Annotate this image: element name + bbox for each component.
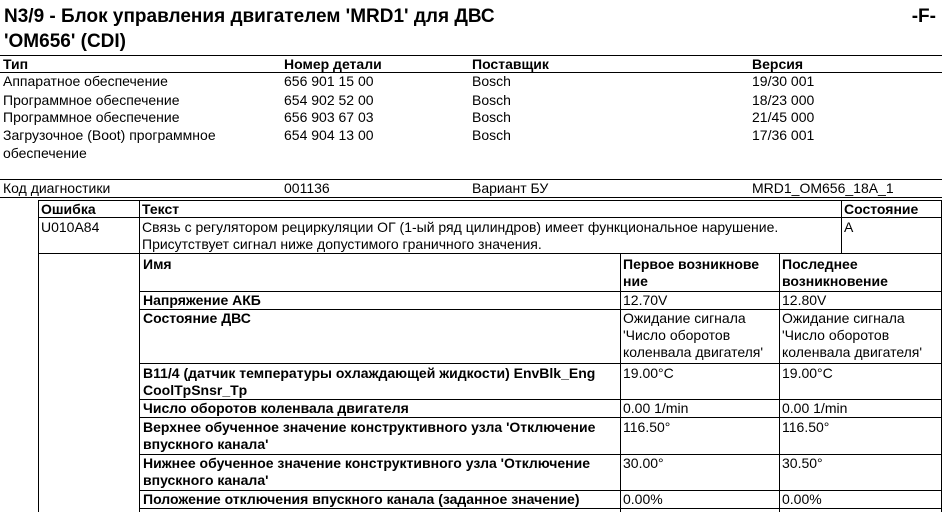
diag-code-label: Код диагностики: [3, 180, 111, 196]
env-header-name: Имя: [143, 256, 172, 272]
info-row-supplier: Bosch: [472, 109, 511, 125]
env-bottom-border: [139, 508, 942, 509]
fault-header-error: Ошибка: [41, 201, 96, 217]
env-row-last: 116.50°: [782, 419, 830, 435]
env-row-last: 0.00 1/min: [782, 400, 848, 416]
page-title-line1: N3/9 - Блок управления двигателем 'MRD1' для ДВС: [4, 6, 495, 27]
env-row-first: 116.50°: [623, 419, 671, 435]
env-header-last-l2: возникновение: [782, 273, 888, 289]
env-row-first: 12.70V: [623, 292, 668, 308]
env-row-name: Напряжение АКБ: [143, 292, 261, 308]
env-row-name: Нижнее обученное значение конструктивного узла 'Отключение: [143, 455, 590, 471]
env-row-divider: [139, 417, 942, 418]
fault-left-border: [38, 200, 39, 512]
env-row-name: Состояние ДВС: [143, 310, 251, 326]
env-row-divider: [139, 363, 942, 364]
info-row-type: Загрузочное (Boot) программное: [3, 127, 216, 143]
env-row-name: B11/4 (датчик температуры охлаждающей жидкости) EnvBlk_Eng: [143, 365, 596, 381]
fault-header-text: Текст: [142, 201, 180, 217]
variant-label: Вариант БУ: [472, 180, 549, 196]
env-row-first: 30.00°: [623, 455, 664, 471]
info-row-supplier: Bosch: [472, 127, 511, 143]
info-row-supplier: Bosch: [472, 73, 511, 89]
fault-text-line2: Присутствует сигнал ниже допустимого граничного значения.: [142, 236, 542, 252]
info-row-type-cont: обеспечение: [3, 145, 87, 161]
info-row-part: 656 903 67 03: [284, 109, 374, 125]
env-row-name-cont: впускного канала': [143, 436, 269, 452]
info-row-type: Программное обеспечение: [3, 109, 180, 125]
page-title-line2: 'OM656' (CDI): [4, 31, 126, 52]
info-row-version: 21/45 000: [752, 109, 815, 125]
env-row-first: 0.00%: [623, 491, 663, 507]
info-row-type: Программное обеспечение: [3, 92, 180, 108]
info-header-type: Тип: [3, 56, 29, 72]
info-header-supplier: Поставщик: [472, 56, 549, 72]
info-header-version: Версия: [752, 56, 804, 72]
fault-header-state: Состояние: [844, 201, 919, 217]
info-row-type: Аппаратное обеспечение: [3, 73, 168, 89]
info-row-version: 18/23 000: [752, 92, 815, 108]
info-row-supplier: Bosch: [472, 92, 511, 108]
info-header-part: Номер детали: [284, 56, 382, 72]
fault-state: A: [844, 219, 854, 235]
env-header-last-l1: Последнее: [782, 256, 858, 272]
info-row-part: 656 901 15 00: [284, 73, 374, 89]
env-row-first: 19.00°C: [623, 365, 674, 381]
page-title: [4, 4, 904, 54]
env-row-name: Число оборотов коленвала двигателя: [143, 400, 409, 416]
variant-value: MRD1_OM656_18A_1: [752, 180, 894, 196]
env-row-last: 0.00%: [782, 491, 822, 507]
env-row-first: Ожидание сигнала: [623, 310, 746, 326]
env-row-last: 30.50°: [782, 455, 823, 471]
env-row-last: 12.80V: [782, 292, 827, 308]
fault-code: U010A84: [41, 219, 100, 235]
info-row-part: 654 902 52 00: [284, 92, 374, 108]
env-row-name-cont: CoolTpSnsr_Tp: [143, 382, 248, 398]
diag-code-value: 001136: [284, 180, 330, 196]
env-col-divider-last: [779, 254, 780, 512]
info-row-version: 19/30 001: [752, 73, 815, 89]
fault-row-divider: [38, 253, 942, 254]
env-row-first: 0.00 1/min: [623, 400, 689, 416]
env-header-first-l1: Первое возникнове: [623, 256, 760, 272]
state-col-divider: [841, 200, 842, 254]
diag-row-bottom-border: [0, 197, 942, 198]
env-col-divider-first: [620, 254, 621, 512]
fault-col-divider: [139, 200, 140, 512]
fault-text-line1: Связь с регулятором рециркуляции ОГ (1-ый ряд цилиндров) имеет функциональное нарушение.: [142, 219, 779, 235]
env-row-name: Верхнее обученное значение конструктивного узла 'Отключение: [143, 419, 596, 435]
env-row-last-cont: 'Число оборотов: [782, 327, 890, 343]
env-row-name: Положение отключения впускного канала (заданное значение): [143, 491, 580, 507]
fault-flag: -F-: [911, 6, 936, 27]
info-row-part: 654 904 13 00: [284, 127, 374, 143]
env-row-name-cont: впускного канала': [143, 472, 269, 488]
env-row-first-cont: 'Число оборотов: [623, 327, 731, 343]
env-row-last: 19.00°C: [782, 365, 833, 381]
env-row-last-cont: коленвала двигателя': [782, 344, 923, 360]
info-row-version: 17/36 001: [752, 127, 815, 143]
env-header-first-l2: ние: [623, 273, 648, 289]
env-row-last: Ожидание сигнала: [782, 310, 905, 326]
env-row-first-cont: коленвала двигателя': [623, 344, 764, 360]
